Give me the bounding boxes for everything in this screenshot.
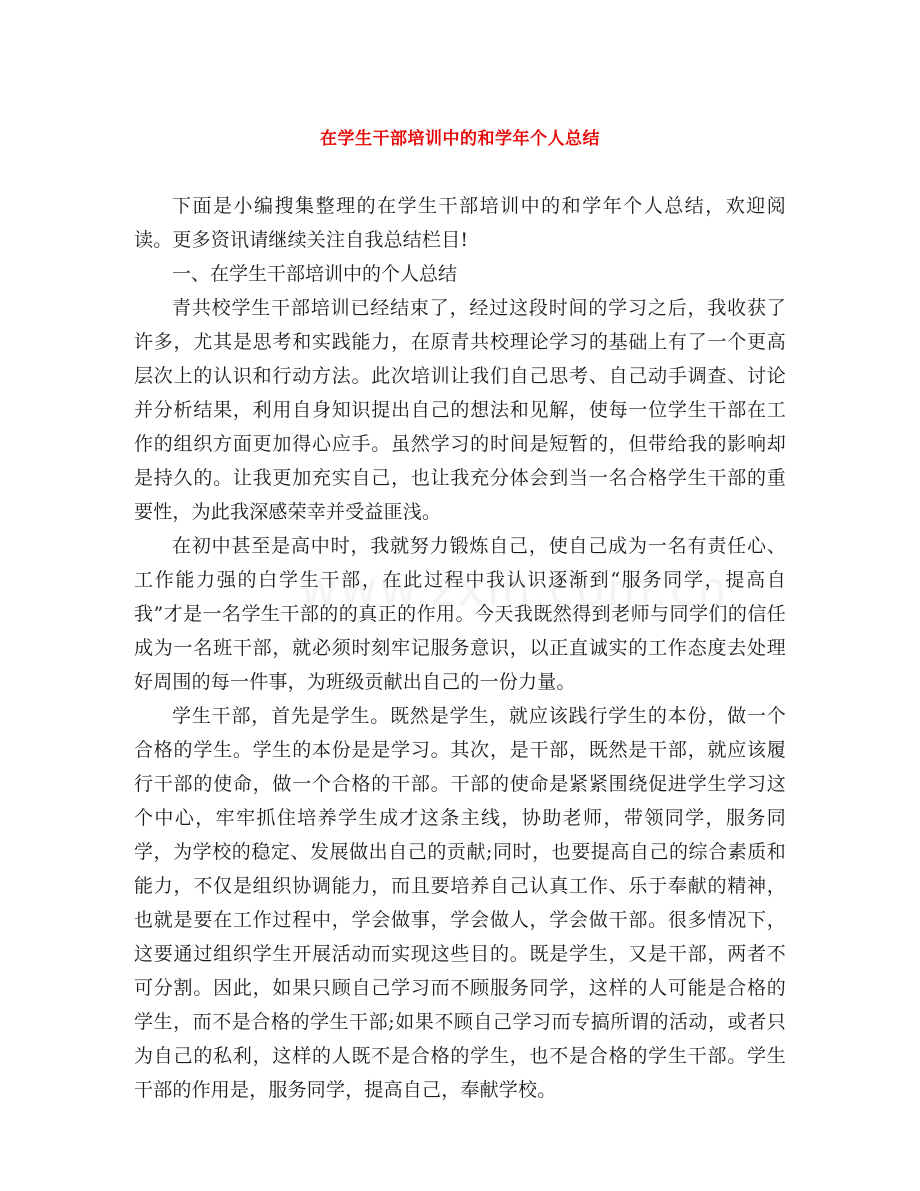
section-heading: 一、在学生干部培训中的个人总结 — [172, 263, 458, 285]
intro-paragraph: 下面是小编搜集整理的在学生干部培训中的和学年个人总结，欢迎阅读。更多资讯请继续关注自我总结栏目! — [134, 195, 786, 251]
document-body — [134, 189, 786, 1107]
body-paragraph-1: 青共校学生干部培训已经结束了，经过这段时间的学习之后，我收获了许多，尤其是思考和实践能力，在原青共校理论学习的基础上有了一个更高层次上的认识和行动方法。此次培训让我们自己思考、自己动手调查、讨论并分析结果，利用自身知识提出自己的想法和见解，使每一位学生干部在工作的组织方面更加得心应手。虽然学习的时间是短暂的，但带给我的影响却是持久的。让我更加充实自己，也让我充分体会到当一名合格学生干部的重要性，为此我深感荣幸并受益匪浅。 — [134, 297, 786, 523]
document-title: 在学生干部培训中的和学年个人总结 — [320, 129, 600, 149]
body-paragraph-2: 在初中甚至是高中时，我就努力锻炼自己，使自己成为一名有责任心、工作能力强的白学生干部，在此过程中我认识逐渐到“服务同学，提高自我”才是一名学生干部的的真正的作用。今天我既然得到老师与同学们的信任成为一名班干部，就必须时刻牢记服务意识，以正直诚实的工作态度去处理好周围的每一件事，为班级贡献出自己的一份力量。 — [134, 535, 786, 693]
body-paragraph-3: 学生干部，首先是学生。既然是学生，就应该践行学生的本份，做一个合格的学生。学生的本份是是学习。其次，是干部，既然是干部，就应该履行干部的使命，做一个合格的干部。干部的使命是紧紧围绕促进学生学习这个中心，牢牢抓住培养学生成才这条主线，协助老师，带领同学，服务同学，为学校的稳定、发展做出自己的贡献;同时，也要提高自己的综合素质和能力，不仅是组织协调能力，而且要培养自己认真工作、乐于奉献的精神，也就是要在工作过程中，学会做事，学会做人，学会做干部。很多情况下，这要通过组织学生开展活动而实现这些目的。既是学生，又是干部，两者不可分割。因此，如果只顾自己学习而不顾服务同学，这样的人可能是合格的学生，而不是合格的学生干部;如果不顾自己学习而专搞所谓的活动，或者只为自己的私利，这样的人既不是合格的学生，也不是合格的学生干部。学生干部的作用是，服务同学，提高自己，奉献学校。 — [134, 705, 786, 1101]
